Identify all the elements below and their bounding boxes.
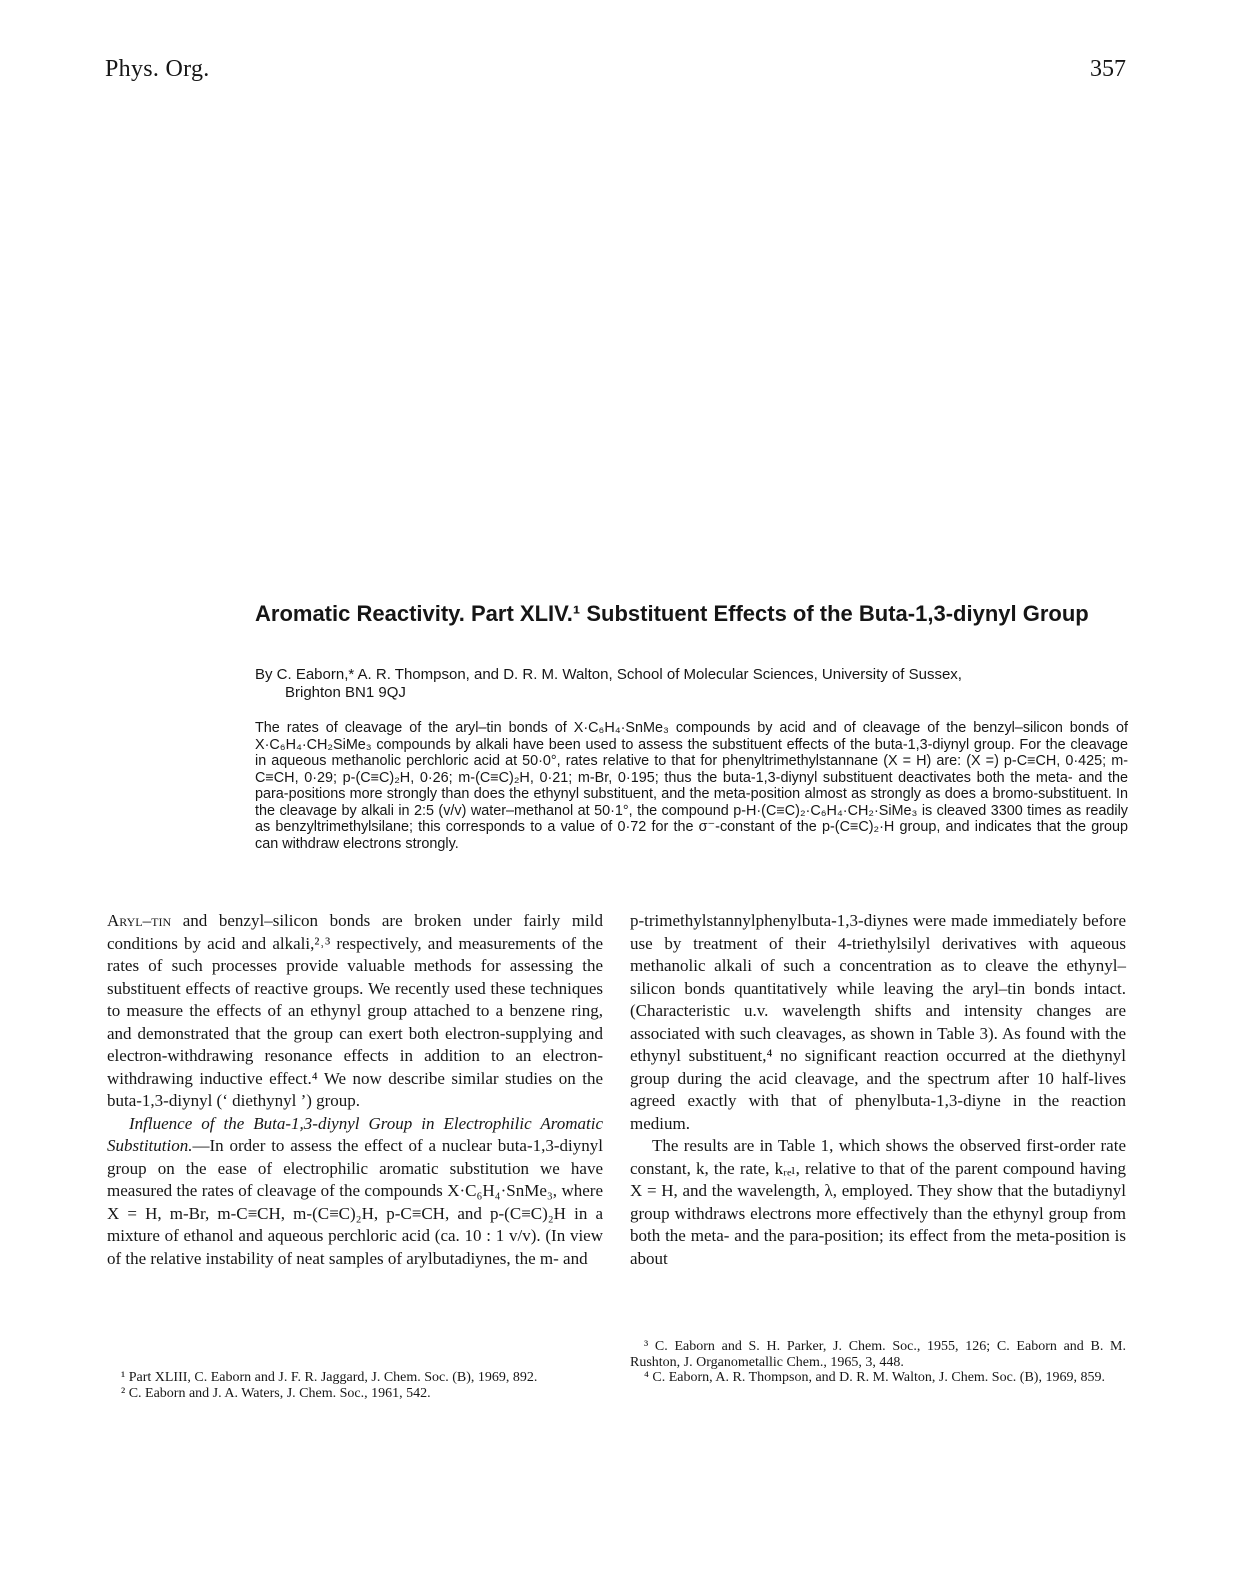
- byline-address: Brighton BN1 9QJ: [285, 684, 406, 701]
- body-column-right: [630, 910, 1126, 1270]
- intro-smallcaps: Aryl–tin: [107, 911, 172, 930]
- abstract: The rates of cleavage of the aryl–tin bonds of X·C₆H₄·SnMe₃ compounds by acid and of cleavage of the benzyl–silicon bonds of X·C₆H₄·CH₂SiMe₃ compounds by alkali have been used to assess the substituent effects of the buta-1,3-diynyl group. For the cleavage in aqueous methanolic perchloric acid at 50·0°, rates relative to that for phenyltrimethylstannane (X = H) are: (X =) p-C≡CH, 0·425; m-C≡CH, 0·29; p-(C≡C)₂H, 0·26; m-(C≡C)₂H, 0·21; m-Br, 0·195; thus the buta-1,3-diynyl substituent deactivates both the meta- and the para-positions more strongly than does the ethynyl substituent, and the meta-position almost as strongly as does a bromo-substituent. In the cleavage by alkali in 2:5 (v/v) water–methanol at 50·1°, the compound p-H·(C≡C)₂·C₆H₄·CH₂·SiMe₃ is cleaved 3300 times as readily as benzyltrimethylsilane; this corresponds to a value of 0·72 for the σ⁻-constant of the p-(C≡C)₂·H group, and indicates that the group can withdraw electrons strongly.: [255, 720, 1128, 852]
- footnote-4: ⁴ C. Eaborn, A. R. Thompson, and D. R. M. Walton, J. Chem. Soc. (B), 1969, 859.: [644, 1370, 1105, 1385]
- footnote-3: ³ C. Eaborn and S. H. Parker, J. Chem. Soc., 1955, 126; C. Eaborn and B. M. Rushton, J. Organometallic Chem., 1965, 3, 448.: [630, 1339, 1126, 1370]
- paragraph-results: The results are in Table 1, which shows the observed first-order rate constant, k, the rate, kᵣₑₗ, relative to that of the parent compound having X = H, and the wavelength, λ, employed. They show that the butadiynyl group withdraws electrons more effectively than the ethynyl group from both the meta- and the para-position; its effect from the meta-position is about: [630, 1136, 1126, 1268]
- footnote-2: ² C. Eaborn and J. A. Waters, J. Chem. Soc., 1961, 542.: [121, 1385, 431, 1401]
- article-title: Aromatic Reactivity. Part XLIV.¹ Substituent Effects of the Buta-1,3-diynyl Group: [255, 601, 1089, 626]
- footnotes-right: [630, 1339, 1126, 1386]
- intro-text: and benzyl–silicon bonds are broken under fairly mild conditions by acid and alkali,²˒³ respectively, and measurements of the rates of such processes provide valuable methods for assessing the substituent effects of reactive groups. We recently used these techniques to measure the effects of an ethynyl group attached to a benzene ring, and demonstrated that the group can exert both electron-supplying and electron-withdrawing resonance effects in addition to an electron-withdrawing inductive effect.⁴ We now describe similar studies on the buta-1,3-diynyl (‘ diethynyl ’) group.: [107, 911, 603, 1110]
- byline-authors-affiliation: By C. Eaborn,* A. R. Thompson, and D. R. M. Walton, School of Molecular Sciences, University of Sussex,: [255, 666, 962, 683]
- running-head: Phys. Org.: [105, 56, 210, 82]
- influence-text: —In order to assess the effect of a nuclear buta-1,3-diynyl group on the ease of electrophilic aromatic substitution we have measured the rates of cleavage of the compounds X·C₆H₄·SnMe₃, where X = H, m-Br, m-C≡CH, m-(C≡C)₂H, p-C≡CH, and p-(C≡C)₂H in a mixture of ethanol and aqueous perchloric acid (ca. 10 : 1 v/v). (In view of the relative instability of neat samples of arylbutadiynes, the m- and: [107, 1136, 603, 1268]
- section-heading: Influence of the Buta-1,3-diynyl Group in Electrophilic Aromatic Substitution.: [107, 1113, 603, 1155]
- paragraph-continued: p-trimethylstannylphenylbuta-1,3-diynes were made immediately before use by treatment of their 4-triethylsilyl derivatives with aqueous methanolic alkali of such a concentration as to cleave the ethynyl–silicon bonds quantitatively while leaving the aryl–tin bonds intact. (Characteristic u.v. wavelength shifts and intensity changes are associated with such cleavages, as shown in Table 3). As found with the ethynyl substituent,⁴ no significant reaction occurred at the diethynyl group during the acid cleavage, and the spectrum after 10 half-lives agreed exactly with that of phenylbuta-1,3-diyne in the reaction medium.: [630, 911, 1126, 1133]
- paragraph-intro: [107, 910, 603, 1113]
- page-number: 357: [1090, 56, 1126, 82]
- footnote-1: ¹ Part XLIII, C. Eaborn and J. F. R. Jaggard, J. Chem. Soc. (B), 1969, 892.: [121, 1370, 538, 1385]
- author-byline: [255, 666, 1128, 702]
- paragraph-influence: [107, 1113, 603, 1271]
- body-column-left: [107, 910, 603, 1270]
- footnotes-left: [107, 1370, 603, 1401]
